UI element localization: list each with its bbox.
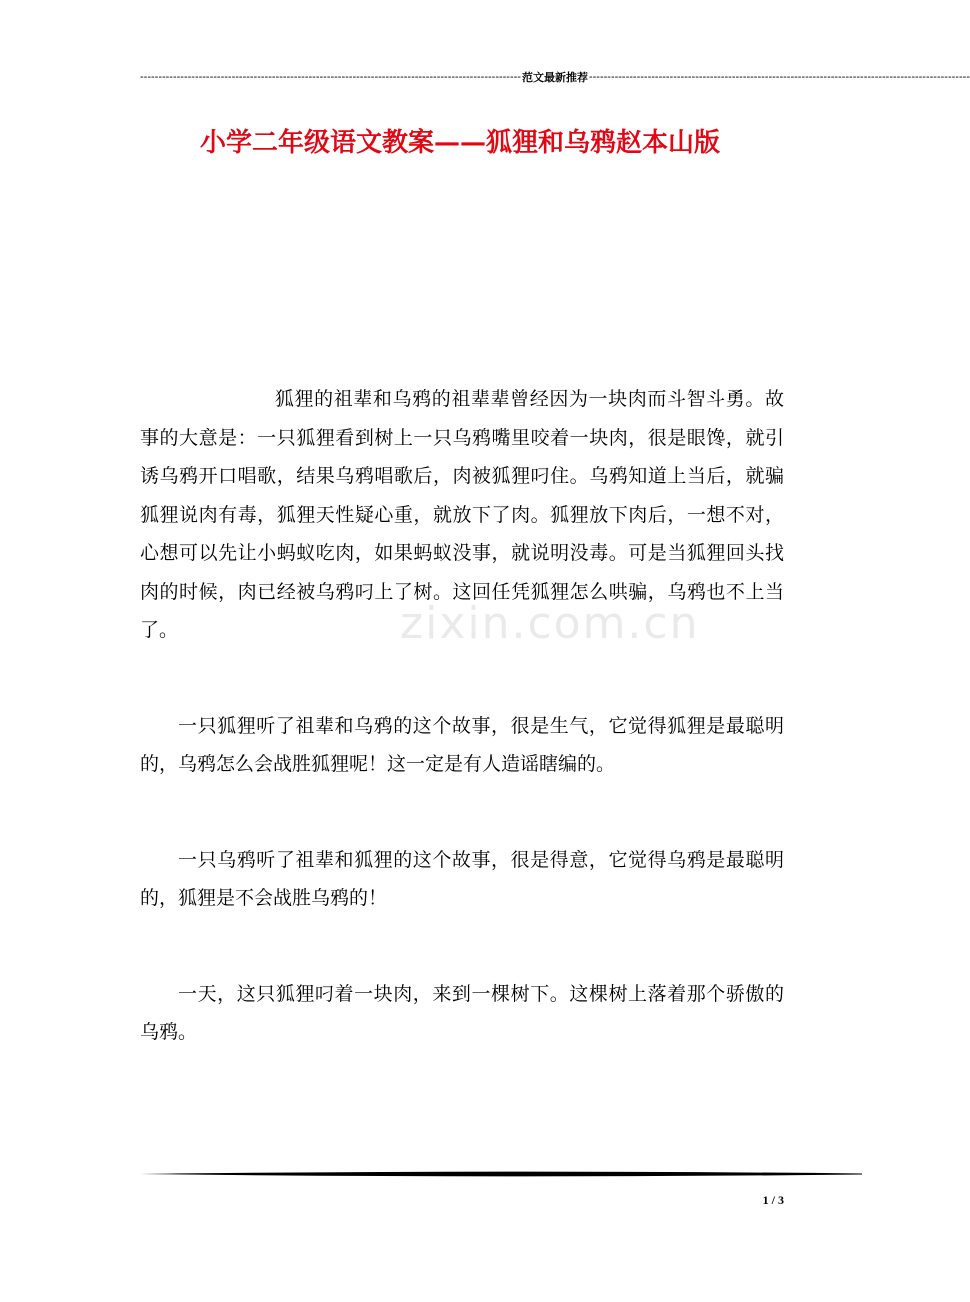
paragraph: 一天，这只狐狸叼着一块肉，来到一棵树下。这棵树上落着那个骄傲的乌鸦。 xyxy=(140,982,784,1043)
paragraph: 一只乌鸦听了祖辈和狐狸的这个故事，很是得意，它觉得乌鸦是最聪明的，狐狸是不会战胜乌鸦的！ xyxy=(140,848,784,909)
header-dashes-left: -------------------------------------------------------------------------------------------------------- xyxy=(140,71,521,83)
header-dashes-right: -------------------------------------------------------------------------------------------------------- xyxy=(588,71,970,83)
watermark: zixin.com.cn xyxy=(400,598,700,649)
footer-rule xyxy=(140,1168,862,1180)
header-label: 范文最新推荐 xyxy=(521,71,588,84)
page-number: 1 / 3 xyxy=(762,1193,784,1207)
document-body xyxy=(140,380,784,1109)
page-header xyxy=(140,69,970,85)
document-title: 小学二年级语文教案——狐狸和乌鸦赵本山版 xyxy=(199,128,720,158)
paragraph: 一只狐狸听了祖辈和乌鸦的这个故事，很是生气，它觉得狐狸是最聪明的，乌鸦怎么会战胜狐狸呢！这一定是有人造谣瞎编的。 xyxy=(140,714,784,775)
paragraph: 狐狸的祖辈和乌鸦的祖辈辈曾经因为一块肉而斗智斗勇。故事的大意是：一只狐狸看到树上一只乌鸦嘴里咬着一块肉，很是眼馋，就引诱乌鸦开口唱歌，结果乌鸦唱歌后，肉被狐狸叼住。乌鸦知道上当后，就骗狐狸说肉有毒，狐狸天性疑心重，就放下了肉。狐狸放下肉后，一想不对，心想可以先让小蚂蚁吃肉，如果蚂蚁没事，就说明没毒。可是当狐狸回头找肉的时候，肉已经被乌鸦叼上了树。这回任凭狐狸怎么哄骗，乌鸦也不上当了。 xyxy=(140,388,784,641)
